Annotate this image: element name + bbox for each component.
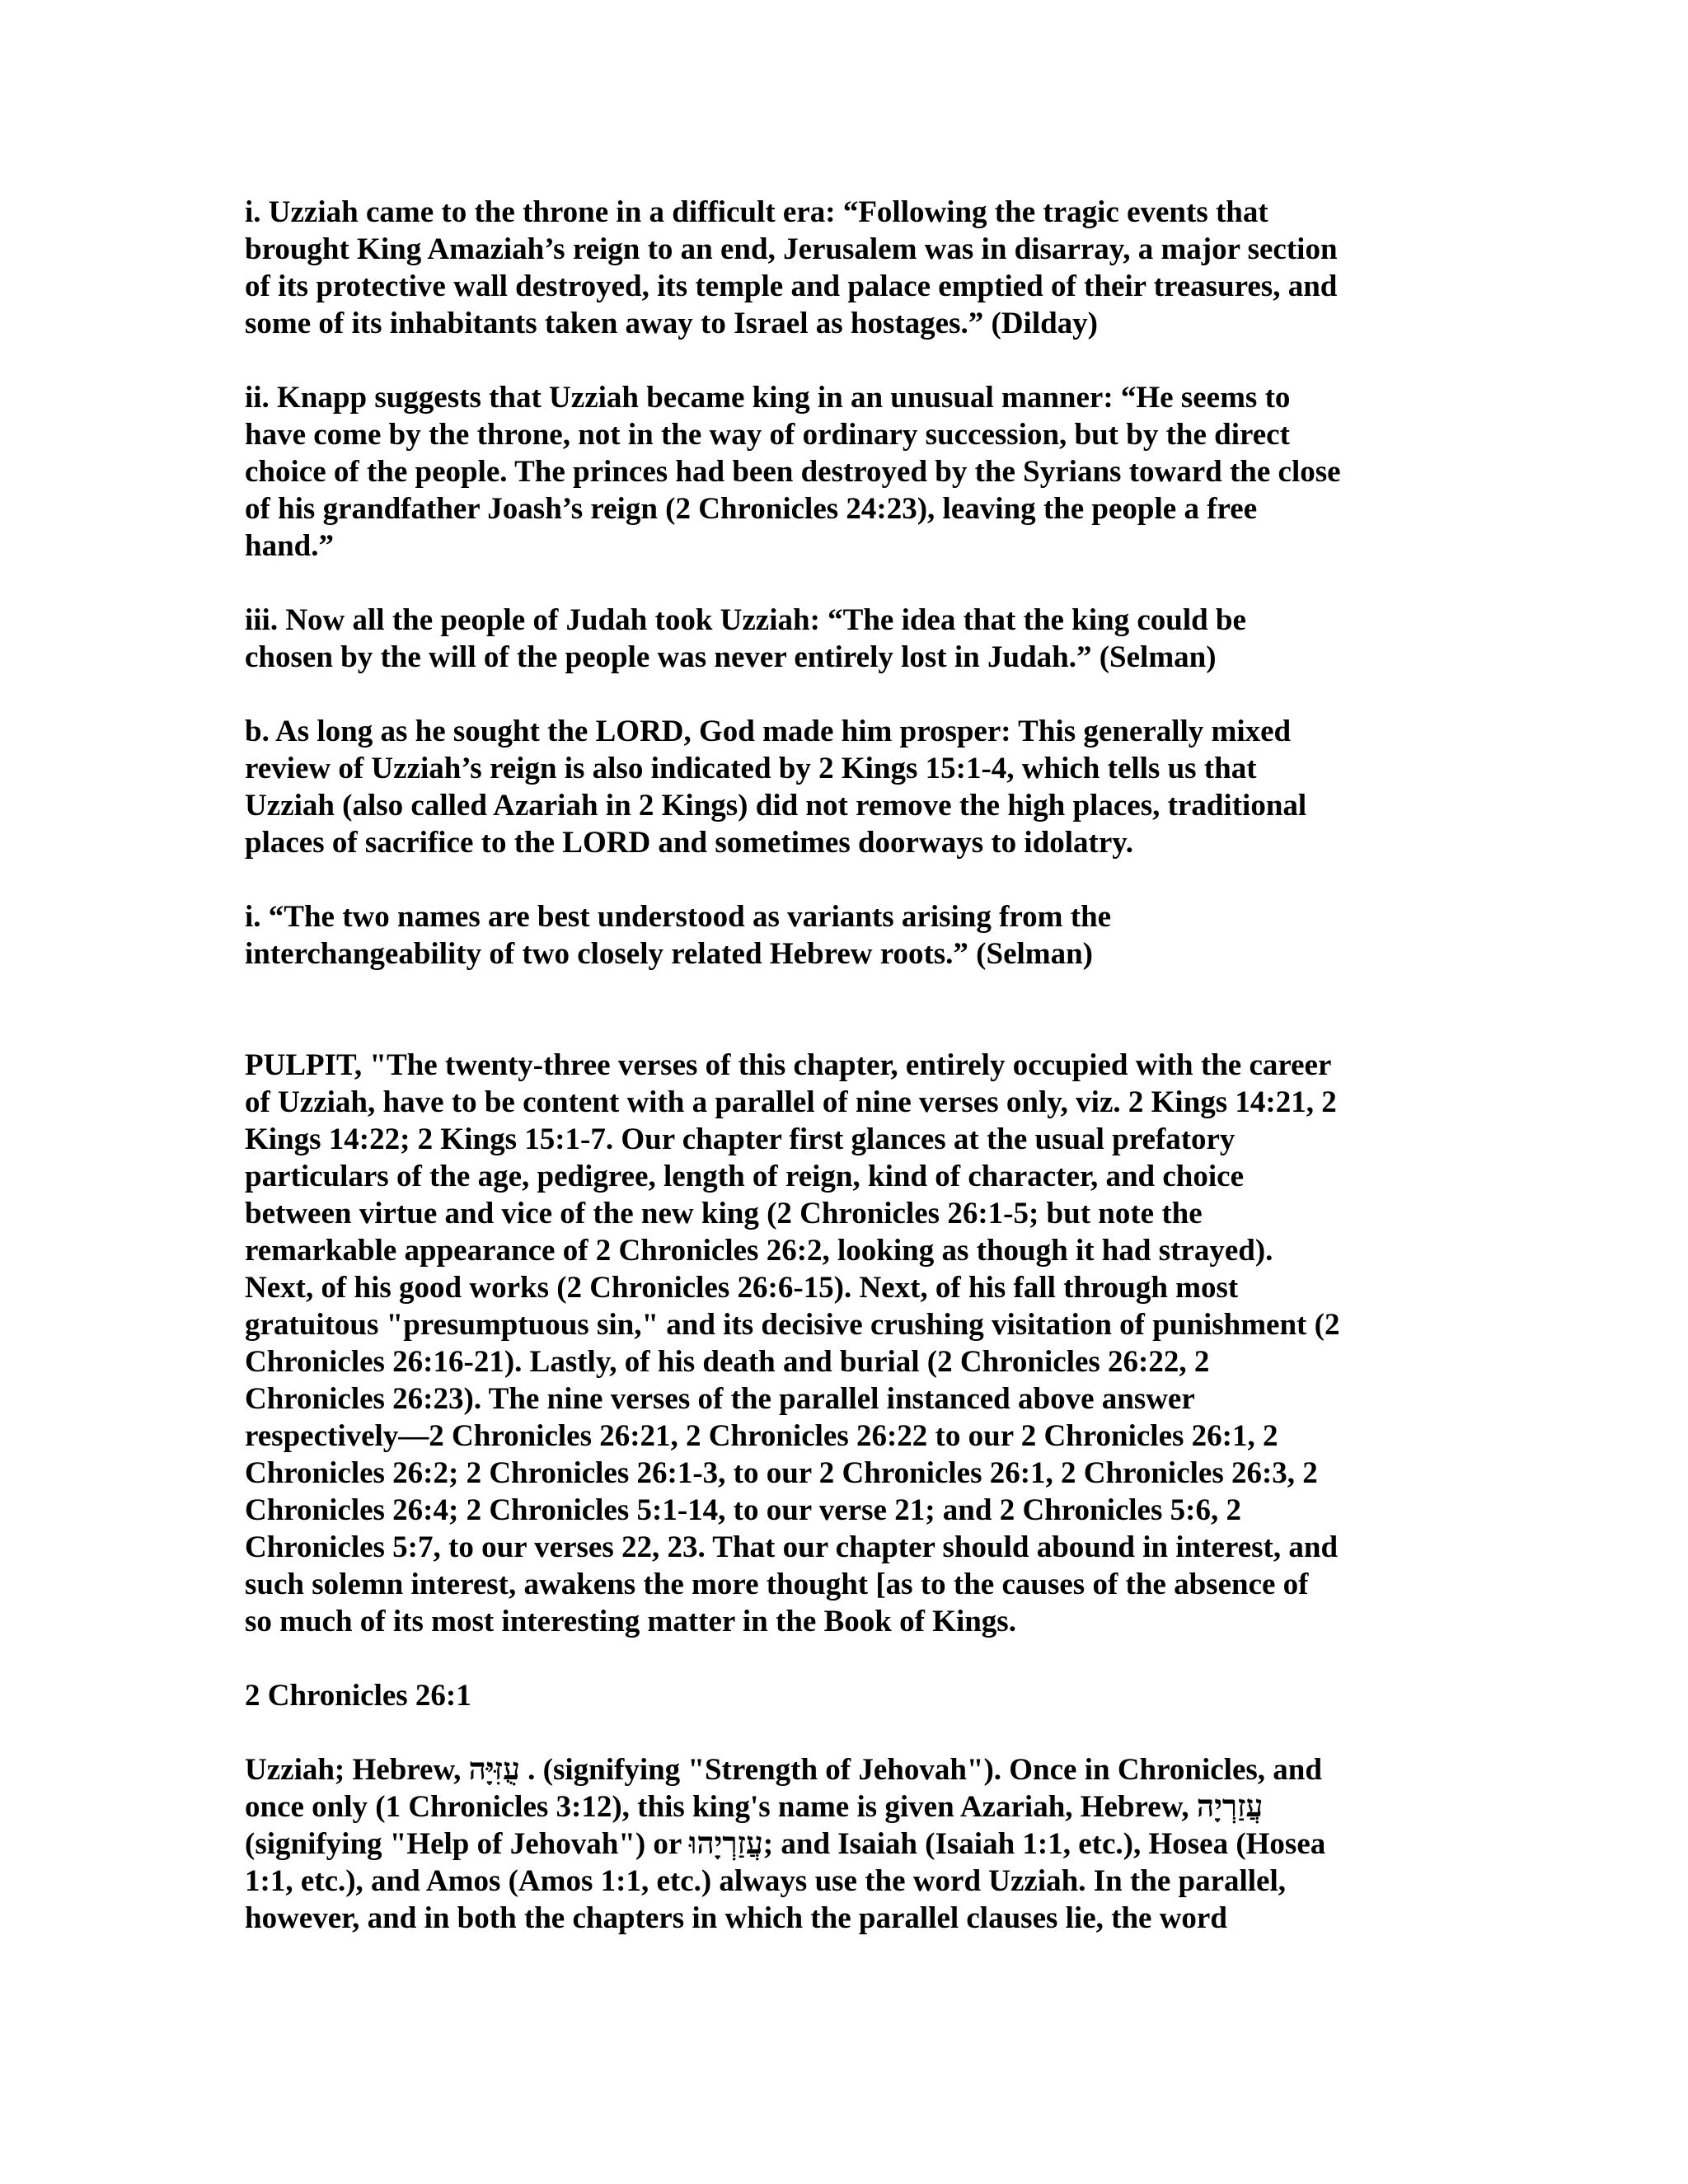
paragraph-selman-quote: iii. Now all the people of Judah took Uzziah: “The idea that the king could be chosen by the will of the people was never entirely lost in Judah.” (Selman)	[245, 603, 1246, 674]
paragraph-uzziah-hebrew: Uzziah; Hebrew, עֻזִּיָּה . (signifying "Strength of Jehovah"). Once in Chronicles, and once only (1 Chronicles 3:12), this king's name is given Azariah, Hebrew, עֲזַרְיָה (signifying "Help of Jehovah") or עֲזַרְיָהוּ; and Isaiah (Isaiah 1:1, etc.), Hosea (Hosea 1:1, etc.), and Amos (Amos 1:1, etc.) always use the word Uzziah. In the parallel, however, and in both the chapters in which the parallel clauses lie, the word	[245, 1753, 1326, 1935]
paragraph-spacer	[245, 1640, 1465, 1677]
paragraph-spacer	[245, 972, 1465, 1047]
paragraph-spacer	[245, 1714, 1465, 1751]
verse-heading: 2 Chronicles 26:1	[245, 1679, 471, 1713]
paragraph-knapp-quote: ii. Knapp suggests that Uzziah became king in an unusual manner: “He seems to have come by the throne, not in the way of ordinary succession, but by the direct choice of the people. The princes had been destroyed by the Syrians toward the close of his grandfather Joash’s reign (2 Chronicles 24:23), leaving the people a free hand.”	[245, 381, 1341, 563]
paragraph-dilday-quote: i. Uzziah came to the throne in a difficult era: “Following the tragic events that brought King Amaziah’s reign to an end, Jerusalem was in disarray, a major section of its protective wall destroyed, its temple and palace emptied of their treasures, and some of its inhabitants taken away to Israel as hostages.” (Dilday)	[245, 195, 1338, 340]
paragraph-pulpit-commentary: PULPIT, "The twenty-three verses of this chapter, entirely occupied with the career of Uzziah, have to be content with a parallel of nine verses only, viz. 2 Kings 14:21, 2 Kings 14:22; 2 Kings 15:1-7. Our chapter first glances at the usual prefatory particulars of the age, pedigree, length of reign, kind of character, and choice between virtue and vice of the new king (2 Chronicles 26:1-5; but note the remarkable appearance of 2 Chronicles 26:2, looking as though it had strayed). Next, of his good works (2 Chronicles 26:6-15). Next, of his fall through most gratuitous "presumptuous sin," and its decisive crushing visitation of punishment (2 Chronicles 26:16-21). Lastly, of his death and burial (2 Chronicles 26:22, 2 Chronicles 26:23). The nine verses of the parallel instanced above answer respectively—2 Chronicles 26:21, 2 Chronicles 26:22 to our 2 Chronicles 26:1, 2 Chronicles 26:2; 2 Chronicles 26:1-3, to our 2 Chronicles 26:1, 2 Chronicles 26:3, 2 Chronicles 26:4; 2 Chronicles 5:1-14, to our verse 21; and 2 Chronicles 5:6, 2 Chronicles 5:7, to our verses 22, 23. That our chapter should abound in interest, and such solemn interest, awakens the more thought [as to the causes of the absence of so much of its most interesting matter in the Book of Kings.	[245, 1048, 1340, 1638]
paragraph-spacer	[245, 676, 1465, 713]
document-body	[245, 194, 1465, 1937]
paragraph-spacer	[245, 342, 1465, 379]
paragraph-spacer	[245, 861, 1465, 898]
paragraph-sought-the-lord: b. As long as he sought the LORD, God made him prosper: This generally mixed review of Uzziah’s reign is also indicated by 2 Kings 15:1-4, which tells us that Uzziah (also called Azariah in 2 Kings) did not remove the high places, traditional places of sacrifice to the LORD and sometimes doorways to idolatry.	[245, 715, 1307, 860]
paragraph-spacer	[245, 565, 1465, 602]
paragraph-two-names: i. “The two names are best understood as variants arising from the interchangeability of two closely related Hebrew roots.” (Selman)	[245, 900, 1112, 971]
